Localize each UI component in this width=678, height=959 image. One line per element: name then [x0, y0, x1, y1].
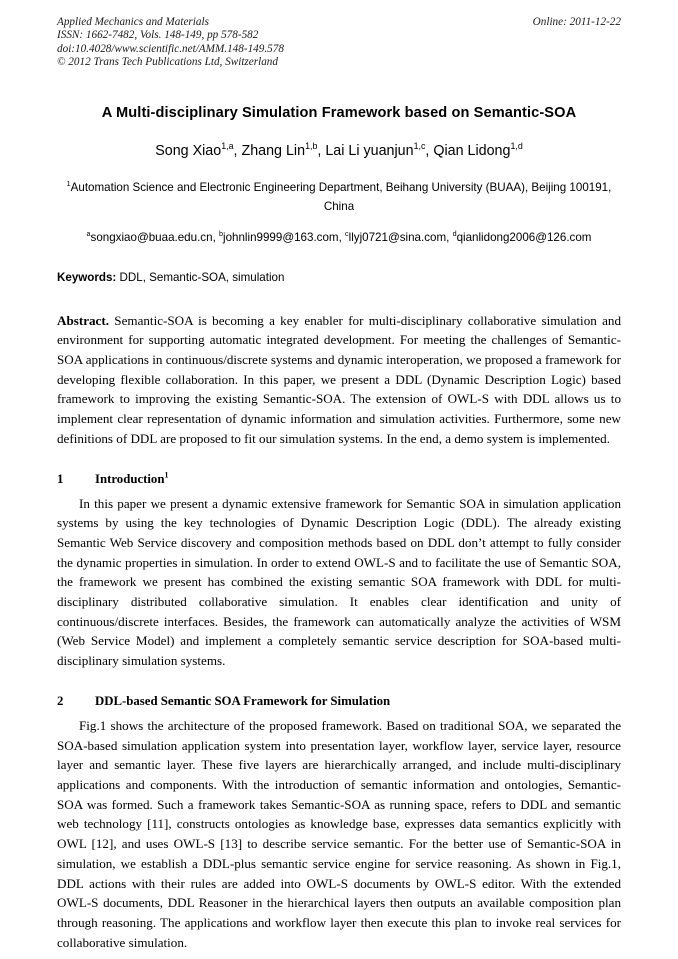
author-name: Song Xiao — [155, 142, 222, 159]
issn-line: ISSN: 1662-7482, Vols. 148-149, pp 578-582 — [57, 29, 259, 42]
section — [57, 471, 621, 671]
journal-name: Applied Mechanics and Materials — [57, 16, 209, 28]
section — [57, 693, 621, 952]
email-address: llyj0721@sina.com — [348, 230, 447, 244]
author-affiliation-marker: 1,a — [221, 140, 234, 151]
section-number: 1 — [57, 471, 64, 486]
email-marker: d — [452, 228, 457, 238]
email-list: $^a$songxiao@buaa.edu.cn, $^b$johnlin9999@163.com, $^c$llyj0721@sina.com, $^d$qianlidong2006@126.com — [86, 228, 592, 244]
email-address: songxiao@buaa.edu.cn — [90, 230, 213, 244]
author-name: Lai Li yuanjun — [325, 142, 414, 159]
page-content — [57, 16, 621, 952]
abstract-text: Semantic-SOA is becoming a key enabler for multi-disciplinary collaborative simulation and environment for supporting automatic integrated development. For meeting the challenges of Semantic-SOA applications in continuous/discrete systems and dynamic interoperation, we proposed a framework for developing flexible collaboration. In this paper, we present a DDL (Dynamic Description Logic) based framework to improving the existing Semantic-SOA. The extension of OWL-S with DDL allows us to implement clear representation of dynamic information and simulation activities. Furthermore, some new definitions of DDL are proposed to fit our simulation systems. In the end, a demo system is implemented. — [57, 312, 621, 446]
abstract-label: Abstract. — [57, 312, 109, 328]
email-marker: a — [86, 228, 91, 238]
email-marker: b — [219, 228, 224, 238]
author-name: Zhang Lin — [241, 142, 306, 159]
author-list: Song Xiao$^{1,a}$, Zhang Lin$^{1,b}$, Lai Li yuanjun$^{1,c}$, Qian Lidong$^{1,d}$ — [155, 140, 523, 159]
sections-container — [57, 471, 621, 953]
keywords-text: DDL, Semantic-SOA, simulation — [116, 270, 285, 284]
author-affiliation-marker: 1,c — [413, 140, 426, 151]
section-heading — [57, 693, 621, 710]
section-number: 2 — [57, 693, 64, 708]
affiliation-marker: 1 — [66, 178, 71, 188]
section-body: Fig.1 shows the architecture of the proposed framework. Based on traditional SOA, we separated the SOA-based simulation application system into presentation layer, workflow layer, service layer, resource layer and semantic layer. These five layers are hierarchically arranged, and include multi-disciplinary applications and components. With the introduction of semantic information and ontologies, Semantic-SOA was formed. Such a framework takes Semantic-SOA as running space, refers to DDL and semantic web technology [11], constructs ontologies as knowledge base, expresses data semantics explicitly with OWL [12], and uses OWL-S [13] to describe service semantic. For the better use of Semantic-SOA in simulation, we establish a DDL-plus semantic service engine for service reasoning. As shown in Fig.1, DDL actions with their rules are added into OWL-S documents by OWL-S editor. With the extended OWL-S documents, DDL Reasoner in the hierarchical layers then outputs an available composition plan through reasoning. The applications and workflow layer then execute this plan to invoke real services for collaborative simulation. — [57, 717, 621, 950]
affiliation-text: Automation Science and Electronic Engineering Department, Beihang University (BUAA), Beijing 100191, China — [70, 180, 612, 214]
section-title: Introduction — [95, 471, 165, 486]
abstract-block — [57, 311, 621, 449]
section-body: In this paper we present a dynamic extensive framework for Semantic SOA in simulation application systems by using the key technologies of Dynamic Description Logic (DDL). The already existing Semantic Web Service discovery and composition methods based on DDL don’t attempt to fully consider the dynamic properties in simulation. In order to extend OWL-S and to facilitate the use of Semantic SOA, the framework we present has combined the existing semantic SOA framework with DDL for multi-disciplinary distributed collaborative simulation. It enables clear identification and unity of continuous/discrete interfaces. Besides, the framework can automatically analyze the activities of WSM (Web Service Model) and implement a completely semantic service description for SOA-based multi-disciplinary simulation systems. — [57, 495, 621, 669]
section-heading — [57, 471, 621, 488]
email-address: johnlin9999@163.com — [223, 230, 339, 244]
email-marker: c — [345, 228, 349, 238]
doi-line: doi:10.4028/www.scientific.net/AMM.148-149.578 — [57, 42, 284, 55]
author-affiliation-marker: 1,d — [510, 140, 523, 151]
keywords-line — [57, 270, 621, 286]
copyright-line: © 2012 Trans Tech Publications Ltd, Switzerland — [57, 56, 278, 69]
author-affiliation-marker: 1,b — [305, 140, 318, 151]
section-title-footnote-marker: 1 — [164, 470, 169, 480]
email-address: qianlidong2006@126.com — [456, 230, 592, 244]
keywords-label: Keywords: — [57, 270, 117, 284]
section-title: DDL-based Semantic SOA Framework for Simulation — [95, 693, 391, 708]
page-title: A Multi-disciplinary Simulation Framework based on Semantic-SOA — [101, 104, 577, 121]
online-date: Online: 2011-12-22 — [532, 16, 621, 28]
affiliation — [57, 178, 621, 217]
journal-header — [57, 16, 621, 70]
author-name: Qian Lidong — [433, 142, 511, 159]
